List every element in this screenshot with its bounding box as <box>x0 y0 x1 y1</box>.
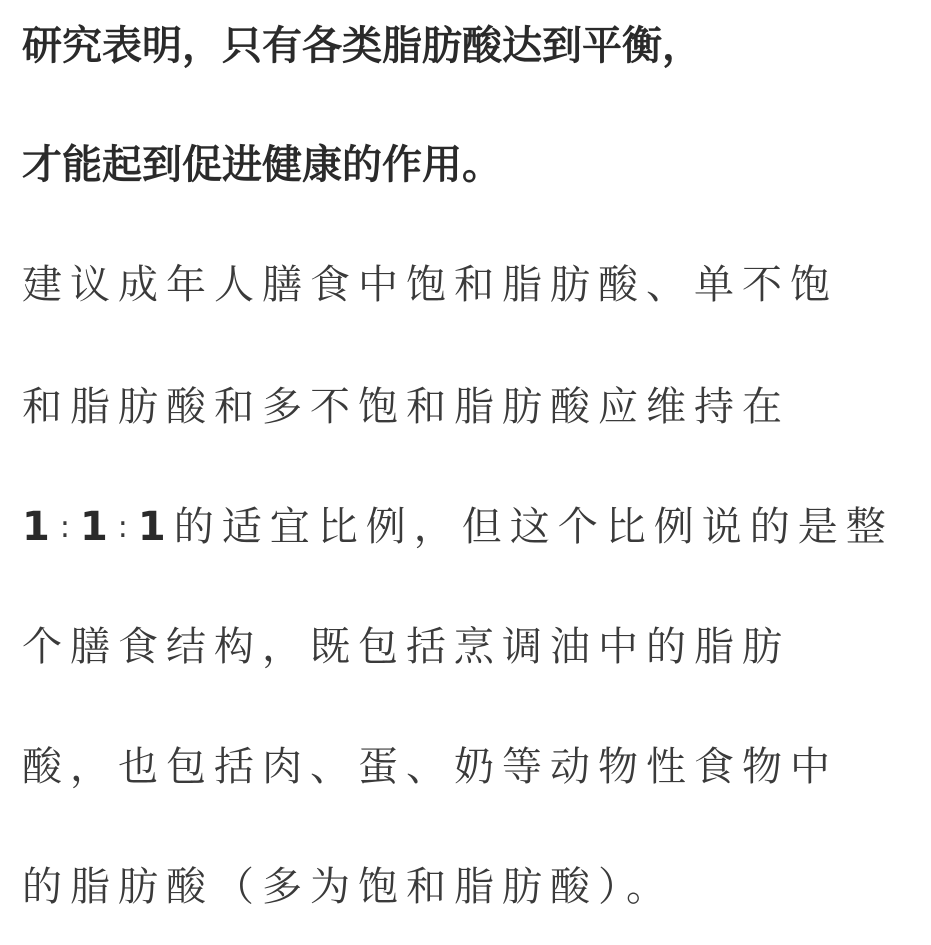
paragraph-2-line-3-text: 的适宜比例，但这个比例说的是整 <box>173 504 894 550</box>
paragraph-2-line-5: 酸，也包括肉、蛋、奶等动物性食物中 <box>22 744 838 790</box>
paragraph-2-line-1: 建议成年人膳食中饱和脂肪酸、单不饱 <box>22 262 838 308</box>
ratio-separator: : <box>117 510 136 545</box>
paragraph-2-line-4: 个膳食结构，既包括烹调油中的脂肪 <box>22 624 790 670</box>
ratio-separator: : <box>59 510 78 545</box>
paragraph-2-line-3 <box>22 497 894 557</box>
paragraph-2-line-6: 的脂肪酸（多为饱和脂肪酸）。 <box>22 864 674 910</box>
paragraph-2-line-2: 和脂肪酸和多不饱和脂肪酸应维持在 <box>22 384 790 430</box>
ratio-value-a: 1 <box>22 504 58 550</box>
ratio-value-b: 1 <box>79 504 116 550</box>
paragraph-1-line-1: 研究表明，只有各类脂肪酸达到平衡， <box>22 23 702 69</box>
paragraph-1-line-2: 才能起到促进健康的作用。 <box>22 142 502 188</box>
ratio-value-c: 1 <box>137 504 174 550</box>
